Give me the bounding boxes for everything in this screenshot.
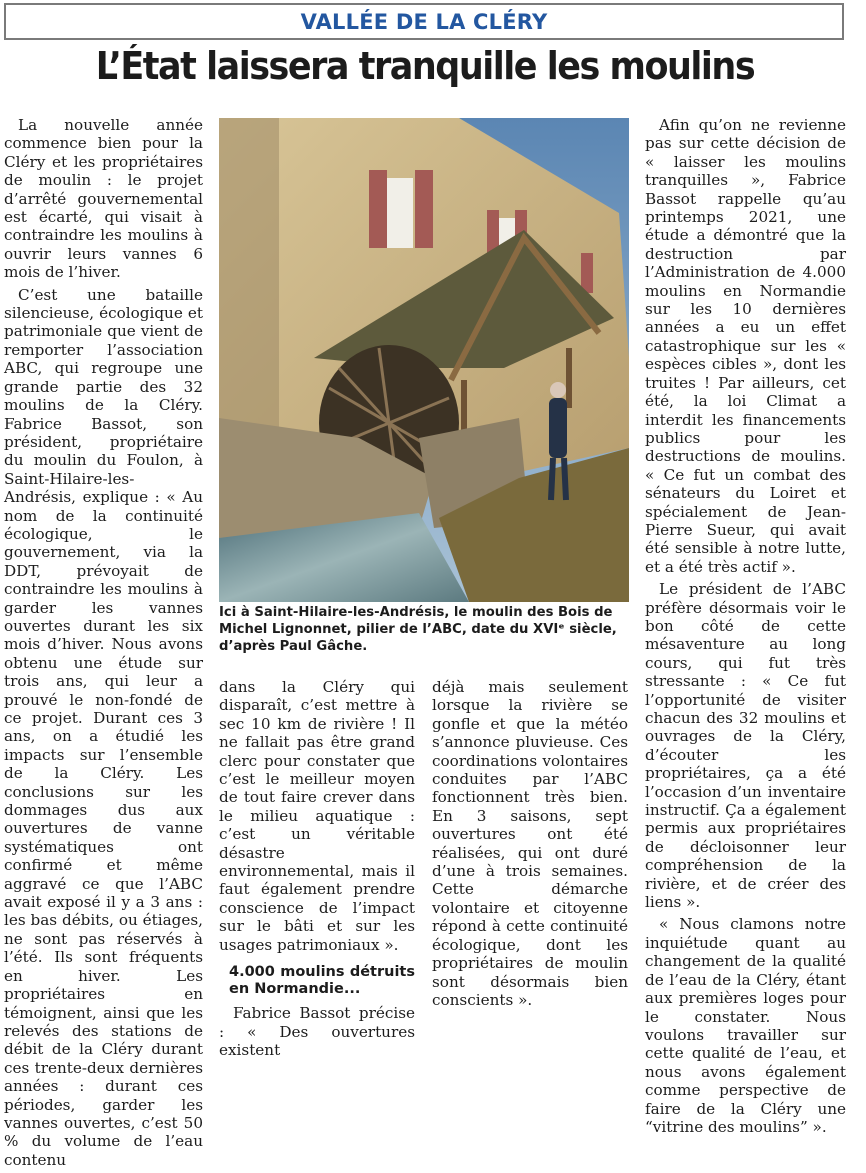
photo-caption: Ici à Saint-Hilaire-les-Andrésis, le moulin des Bois de Michel Lignonnet, pilier de l’ABC, date du XVIᵉ siècle, d’après Paul Gâche. (219, 605, 617, 654)
subheading: 4.000 moulins détruits en Normandie... (229, 964, 415, 998)
paragraph: Fabrice Bassot précise : « Des ouvertures existent (219, 1004, 415, 1059)
paragraph: déjà mais seulement lorsque la rivière se gonfle et que la météo s’annonce pluvieuse. Ces coordinations volontaires conduites par l’ABC fonctionnent très bien. En 3 saisons, sept ouvertures ont été réalisées, qui ont duré d’une à trois semaines. Cette démarche volontaire et citoyenne répond à cette continuité écologique, dont les propriétaires de moulin sont désormais bien conscients ». (432, 678, 628, 1009)
paragraph: dans la Cléry qui disparaît, c’est mettre à sec 10 km de rivière ! Il ne fallait pas être grand clerc pour constater que c’est le meilleur moyen de tout faire crever dans le milieu aquatique : c’est un véritable désastre environnemental, mais il faut également prendre conscience de l’impact sur le bâti et sur les usages patrimoniaux ». (219, 678, 415, 954)
shutter (369, 170, 387, 248)
paragraph: « Nous clamons notre inquiétude quant au changement de la qualité de l’eau de la Cléry, étant aux premières loges pour le constater. Nous voulons travailler sur cette qualité de l’eau, et nous avons également comme perspective de faire de la Cléry une “vitrine des moulins” ». (645, 915, 846, 1136)
shutter (415, 170, 433, 248)
person-head (550, 382, 566, 398)
person-leg (564, 458, 566, 500)
article-column-1 (4, 116, 203, 1173)
mill-photo (219, 118, 629, 602)
article-headline: L’État laissera tranquille les moulins (95, 44, 755, 88)
shutter (581, 253, 593, 293)
section-rubric (4, 3, 844, 40)
paragraph: Le président de l’ABC préfère désormais voir le bon côté de cette mésaventure au long cours, qui fut très stressante : « Ce fut l’opportunité de visiter chacun des 32 moulins et ouvrages de la Cléry, d’écouter les propriétaires, ça a été l’occasion d’un inventaire instructif. Ça a également permis aux propriétaires de décloisonner leur compréhension de la rivière, et de créer des liens ». (645, 580, 846, 912)
paragraph: Afin qu’on ne revienne pas sur cette décision de « laisser les moulins tranquilles », Fabrice Bassot rappelle qu’au printemps 2021, une étude a démontré que la destruction par l’Administration de 4.000 moulins en Normandie sur les 10 dernières années a eu un effet catastrophique sur les « espèces cibles », dont les truites ! Par ailleurs, cet été, la loi Climat a interdit les financements publics pour les destructions de moulins. « Ce fut un combat des sénateurs du Loiret et spécialement de Jean-Pierre Sueur, qui avait été sensible à notre lutte, et a été très actif ». (645, 116, 846, 576)
paragraph: C’est une bataille silencieuse, écologique et patrimoniale que vient de remporter l’association ABC, qui regroupe une grande partie des 32 moulins de la Cléry. Fabrice Bassot, son président, propriétaire du moulin du Foulon, à Saint-Hilaire-les-Andrésis, explique : « Au nom de la continuité écologique, le gouvernement, via la DDT, prévoyait de contraindre les moulins à garder les vannes ouvertes durant les six mois d’hiver. Nous avons obtenu une étude sur trois ans, qui leur a prouvé le non-fondé de ce projet. Durant ces 3 ans, on a étudié les impacts sur l’ensemble de la Cléry. Les conclusions sur les dommages dus aux ouvertures de vanne systématiques ont confirmé et même aggravé ce que l’ABC avait exposé il y a 3 ans : les bas débits, ou étiages, ne sont pas réservés à l’été. Ils sont fréquents en hiver. Les propriétaires en témoignent, ainsi que les relevés des stations de débit de la Cléry durant ces trente-deux dernières années : durant ces périodes, garder les vannes ouvertes, c’est 50 % du volume de l’eau contenu (4, 285, 203, 1169)
article-column-4 (645, 116, 846, 1140)
paragraph: La nouvelle année commence bien pour la Cléry et les propriétaires de moulin : le projet d’arrêté gouvernemental est écarté, qui visait à contraindre les moulins à ouvrir leurs vannes 6 mois de l’hiver. (4, 116, 203, 282)
person-leg (551, 458, 553, 500)
mill-illustration (219, 118, 629, 602)
window (387, 178, 413, 248)
section-rubric-label: VALLÉE DE LA CLÉRY (300, 9, 548, 34)
article-column-2 (219, 678, 415, 1063)
article-column-3 (432, 678, 628, 1013)
person (549, 398, 567, 458)
